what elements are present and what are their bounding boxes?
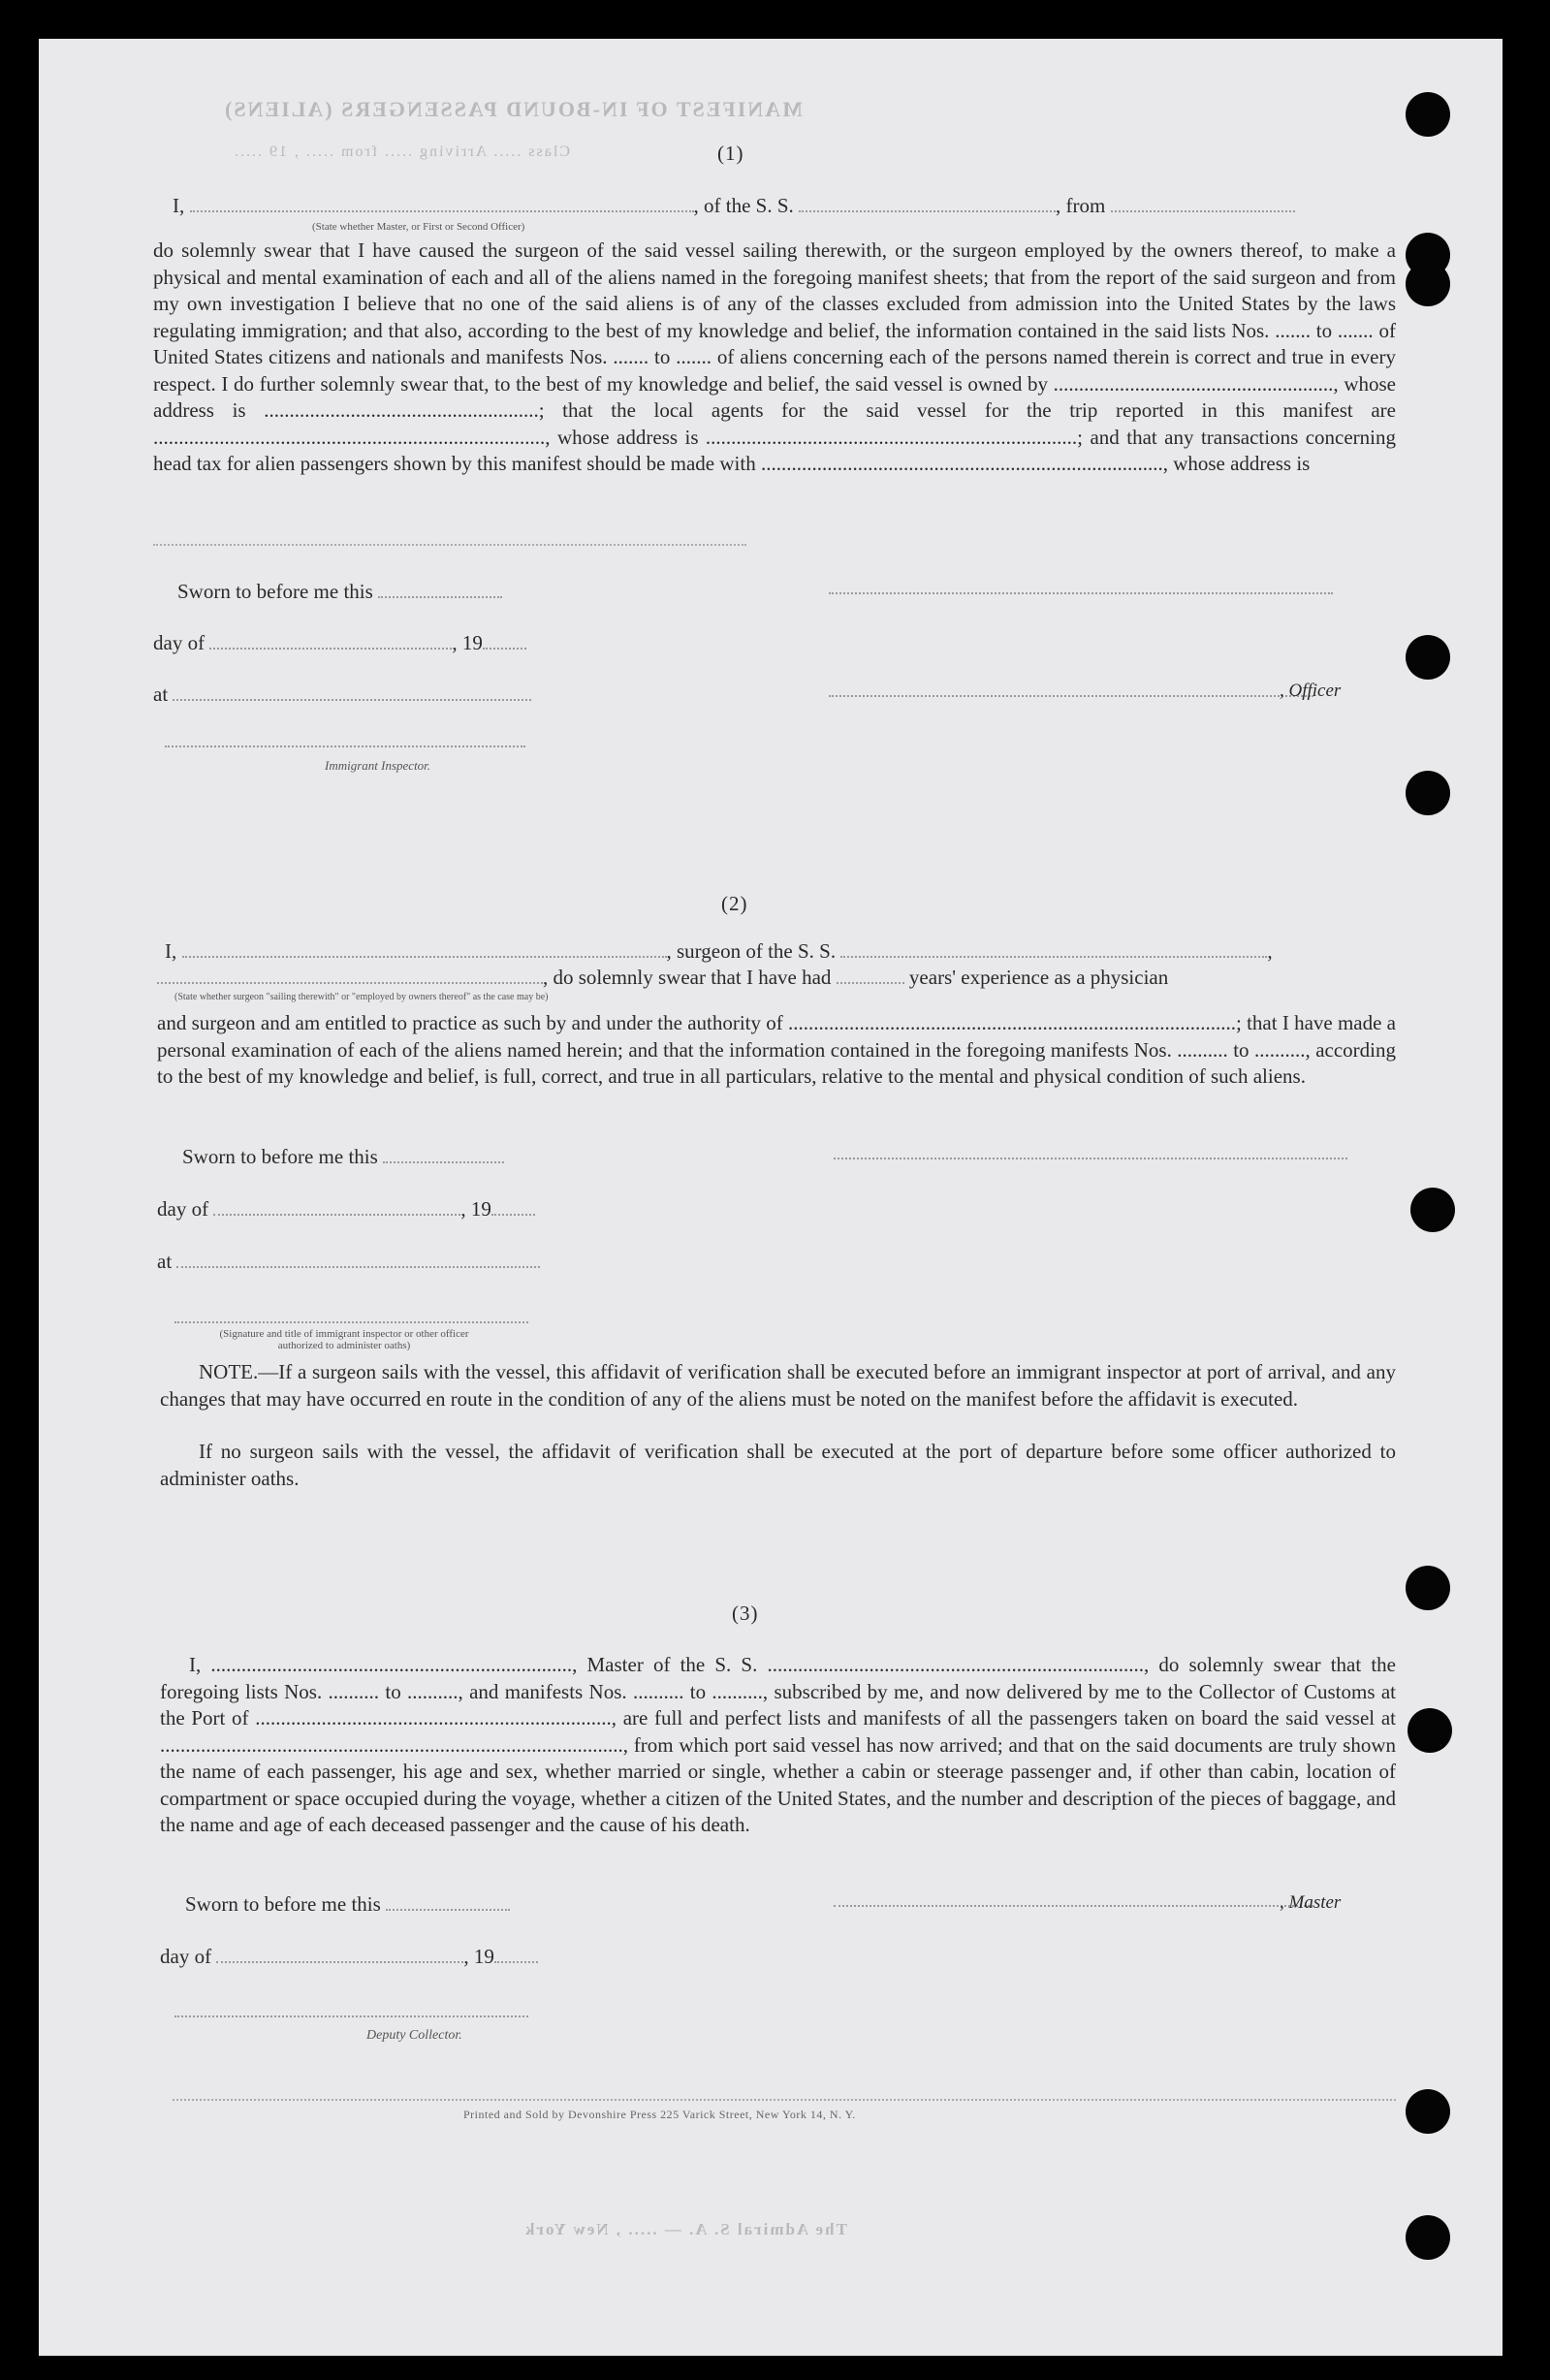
surgeon-vessel-field[interactable] <box>840 942 1267 958</box>
surgeon-name-field[interactable] <box>182 942 667 958</box>
bleed-through-title: MANIFEST OF IN-BOUND PASSENGERS (ALIENS) <box>223 97 803 121</box>
sworn-date-field-2[interactable] <box>383 1148 504 1163</box>
section-1-line-1 <box>173 194 1295 218</box>
binder-hole <box>1406 92 1450 137</box>
binder-hole <box>1406 1566 1450 1610</box>
section-1-sworn: Sworn to before me this <box>177 580 502 604</box>
section-1-body: do solemnly swear that I have caused the surgeon of the said vessel sailing therewith, or the surgeon employed by the owners thereof, to make a physical and mental examination of each and all of the aliens named in the foregoing manifest sheets; that from the report of the said surgeon and from my own investigation I believe that no one of the said aliens is of any of the classes excluded from admission into the United States by the laws regulating immigration; and that also, according to the best of my knowledge and belief, the information contained in the said lists Nos. ....... to ....... of United States citizens and nationals and manifests Nos. ....... to ....... of aliens concerning each of the persons named therein is correct and true in every respect. I do further solemnly swear that, to the best of my knowledge and belief, the said vessel is owned by ......................................................., whose address is ......................................................; that the local agents for the said vessel for the trip reported in this manifest are ............................................................................., whose address is .........................................................................; and that any transactions concerning head tax for alien passengers shown by this manifest should be made with ..............................................................................., whose address is <box>153 238 1396 475</box>
section-1-of-ss: , of the S. S. <box>693 194 794 217</box>
section-1-day-of: day of , 19 <box>153 631 526 655</box>
origin-port-field[interactable] <box>1111 197 1295 212</box>
sworn-date-field[interactable] <box>378 583 502 598</box>
note-surgeon-sails: NOTE.—If a surgeon sails with the vessel, this affidavit of verification shall be executed before an immigrant inspector at port of arrival, and any changes that may have occurred en route in the condition of any of the aliens must be noted on the manifest before the affidavit is executed. <box>160 1360 1396 1411</box>
section-2-at: at <box>157 1250 540 1274</box>
binder-hole <box>1410 1188 1455 1232</box>
binder-hole <box>1406 2089 1450 2134</box>
binder-hole <box>1406 771 1450 815</box>
section-2-sworn: Sworn to before me this <box>182 1145 504 1169</box>
master-signature-line[interactable] <box>834 1904 1313 1907</box>
section-2-line-1: I, , surgeon of the S. S. , <box>165 939 1273 963</box>
binder-hole <box>1408 1708 1452 1753</box>
day-of-field[interactable] <box>209 634 452 650</box>
address-continuation-line[interactable] <box>153 543 746 546</box>
binder-hole <box>1406 262 1450 306</box>
collector-signature-line[interactable] <box>174 2015 528 2017</box>
bleed-through-bottom: The Admiral S. A. — ..... , New York <box>523 2220 847 2238</box>
binder-hole <box>1406 2215 1450 2260</box>
printer-imprint: Printed and Sold by Devonshire Press 225 Varick Street, New York 14, N. Y. <box>463 2108 856 2121</box>
authorized-officer-signature-line[interactable] <box>174 1320 528 1323</box>
day-of-field-2[interactable] <box>213 1200 460 1216</box>
section-1-from: , from <box>1056 194 1106 217</box>
at-place-field-2[interactable] <box>176 1253 540 1268</box>
inspector-label: Immigrant Inspector. <box>325 758 431 773</box>
section-1-at: at <box>153 682 531 707</box>
day-of-field-3[interactable] <box>216 1948 463 1963</box>
footer-rule <box>173 2098 1396 2101</box>
section-1-i: I, <box>173 194 185 217</box>
year-field-3[interactable] <box>494 1948 538 1963</box>
note-no-surgeon: If no surgeon sails with the vessel, the affidavit of verification shall be executed at the port of departure before some officer authorized to administer oaths. <box>160 1440 1396 1490</box>
inspector-signature-line[interactable] <box>165 745 525 747</box>
section-3-day-of: day of , 19 <box>160 1945 538 1969</box>
collector-label: Deputy Collector. <box>366 2028 462 2043</box>
bleed-through-line: Class ..... Arriving ..... from ..... , 19 ..... <box>233 143 570 160</box>
officer-label: , Officer <box>1280 681 1342 701</box>
sworn-date-field-3[interactable] <box>386 1895 510 1911</box>
signature-note: (Signature and title of immigrant inspector or other officer authorized to administer oaths) <box>219 1328 469 1351</box>
vessel-name-field[interactable] <box>799 197 1056 212</box>
section-3-body: I, ......................................................................., Master of the S. S. .........................................................................., do solemnly swear that the foregoing lists Nos. .......... to .........., and manifests Nos. .......... to .........., subscribed by me, and now delivered by me to the Collector of Customs at the Port of ......................................................................, are full and perfect lists and manifests of all the passengers taken on board the said vessel at ..........................................................................................., from which port said vessel has now arrived; and that on the said documents are truly shown the name of each passenger, his age and sex, whether married or single, whether a cabin or steerage passenger and, if other than cabin, location of compartment or space occupied during the voyage, whether a citizen of the United States, and the number and description of the pieces of baggage, and the name and age of each deceased passenger and the cause of his death. <box>160 1653 1396 1836</box>
at-place-field[interactable] <box>173 685 531 701</box>
years-experience-field[interactable] <box>837 968 904 984</box>
officer-signature-line-1[interactable] <box>829 591 1333 594</box>
section-3-number: (3) <box>732 1602 759 1625</box>
section-3-sworn: Sworn to before me this <box>185 1892 510 1917</box>
surgeon-note: (State whether surgeon "sailing therewith" or "employed by owners thereof" as the case may be) <box>174 992 549 1002</box>
section-2-number: (2) <box>721 892 748 915</box>
surgeon-signature-line[interactable] <box>834 1157 1347 1159</box>
section-2-day-of: day of , 19 <box>157 1197 535 1222</box>
section-2-line-2: , do solemnly swear that I have had years' experience as a physician <box>157 966 1168 990</box>
officer-name-field[interactable] <box>190 197 694 212</box>
year-field[interactable] <box>483 634 526 650</box>
year-field-2[interactable] <box>491 1200 535 1216</box>
section-2-body: and surgeon and am entitled to practice as such by and under the authority of ........................................................................................; that I have made a personal examination of each of the aliens named herein; and that the information contained in the foregoing manifests Nos. .......... to .........., according to the best of my knowledge and belief, is full, correct, and true in all particulars, relative to the mental and physical condition of such aliens. <box>157 1011 1397 1088</box>
surgeon-type-field[interactable] <box>157 968 543 984</box>
manifest-page <box>39 39 1503 2356</box>
master-label: , Master <box>1280 1892 1342 1913</box>
section-1-number: (1) <box>717 142 744 165</box>
officer-note: (State whether Master, or First or Second Officer) <box>312 221 525 233</box>
officer-signature-line-2[interactable] <box>829 694 1313 697</box>
binder-hole <box>1406 635 1450 680</box>
